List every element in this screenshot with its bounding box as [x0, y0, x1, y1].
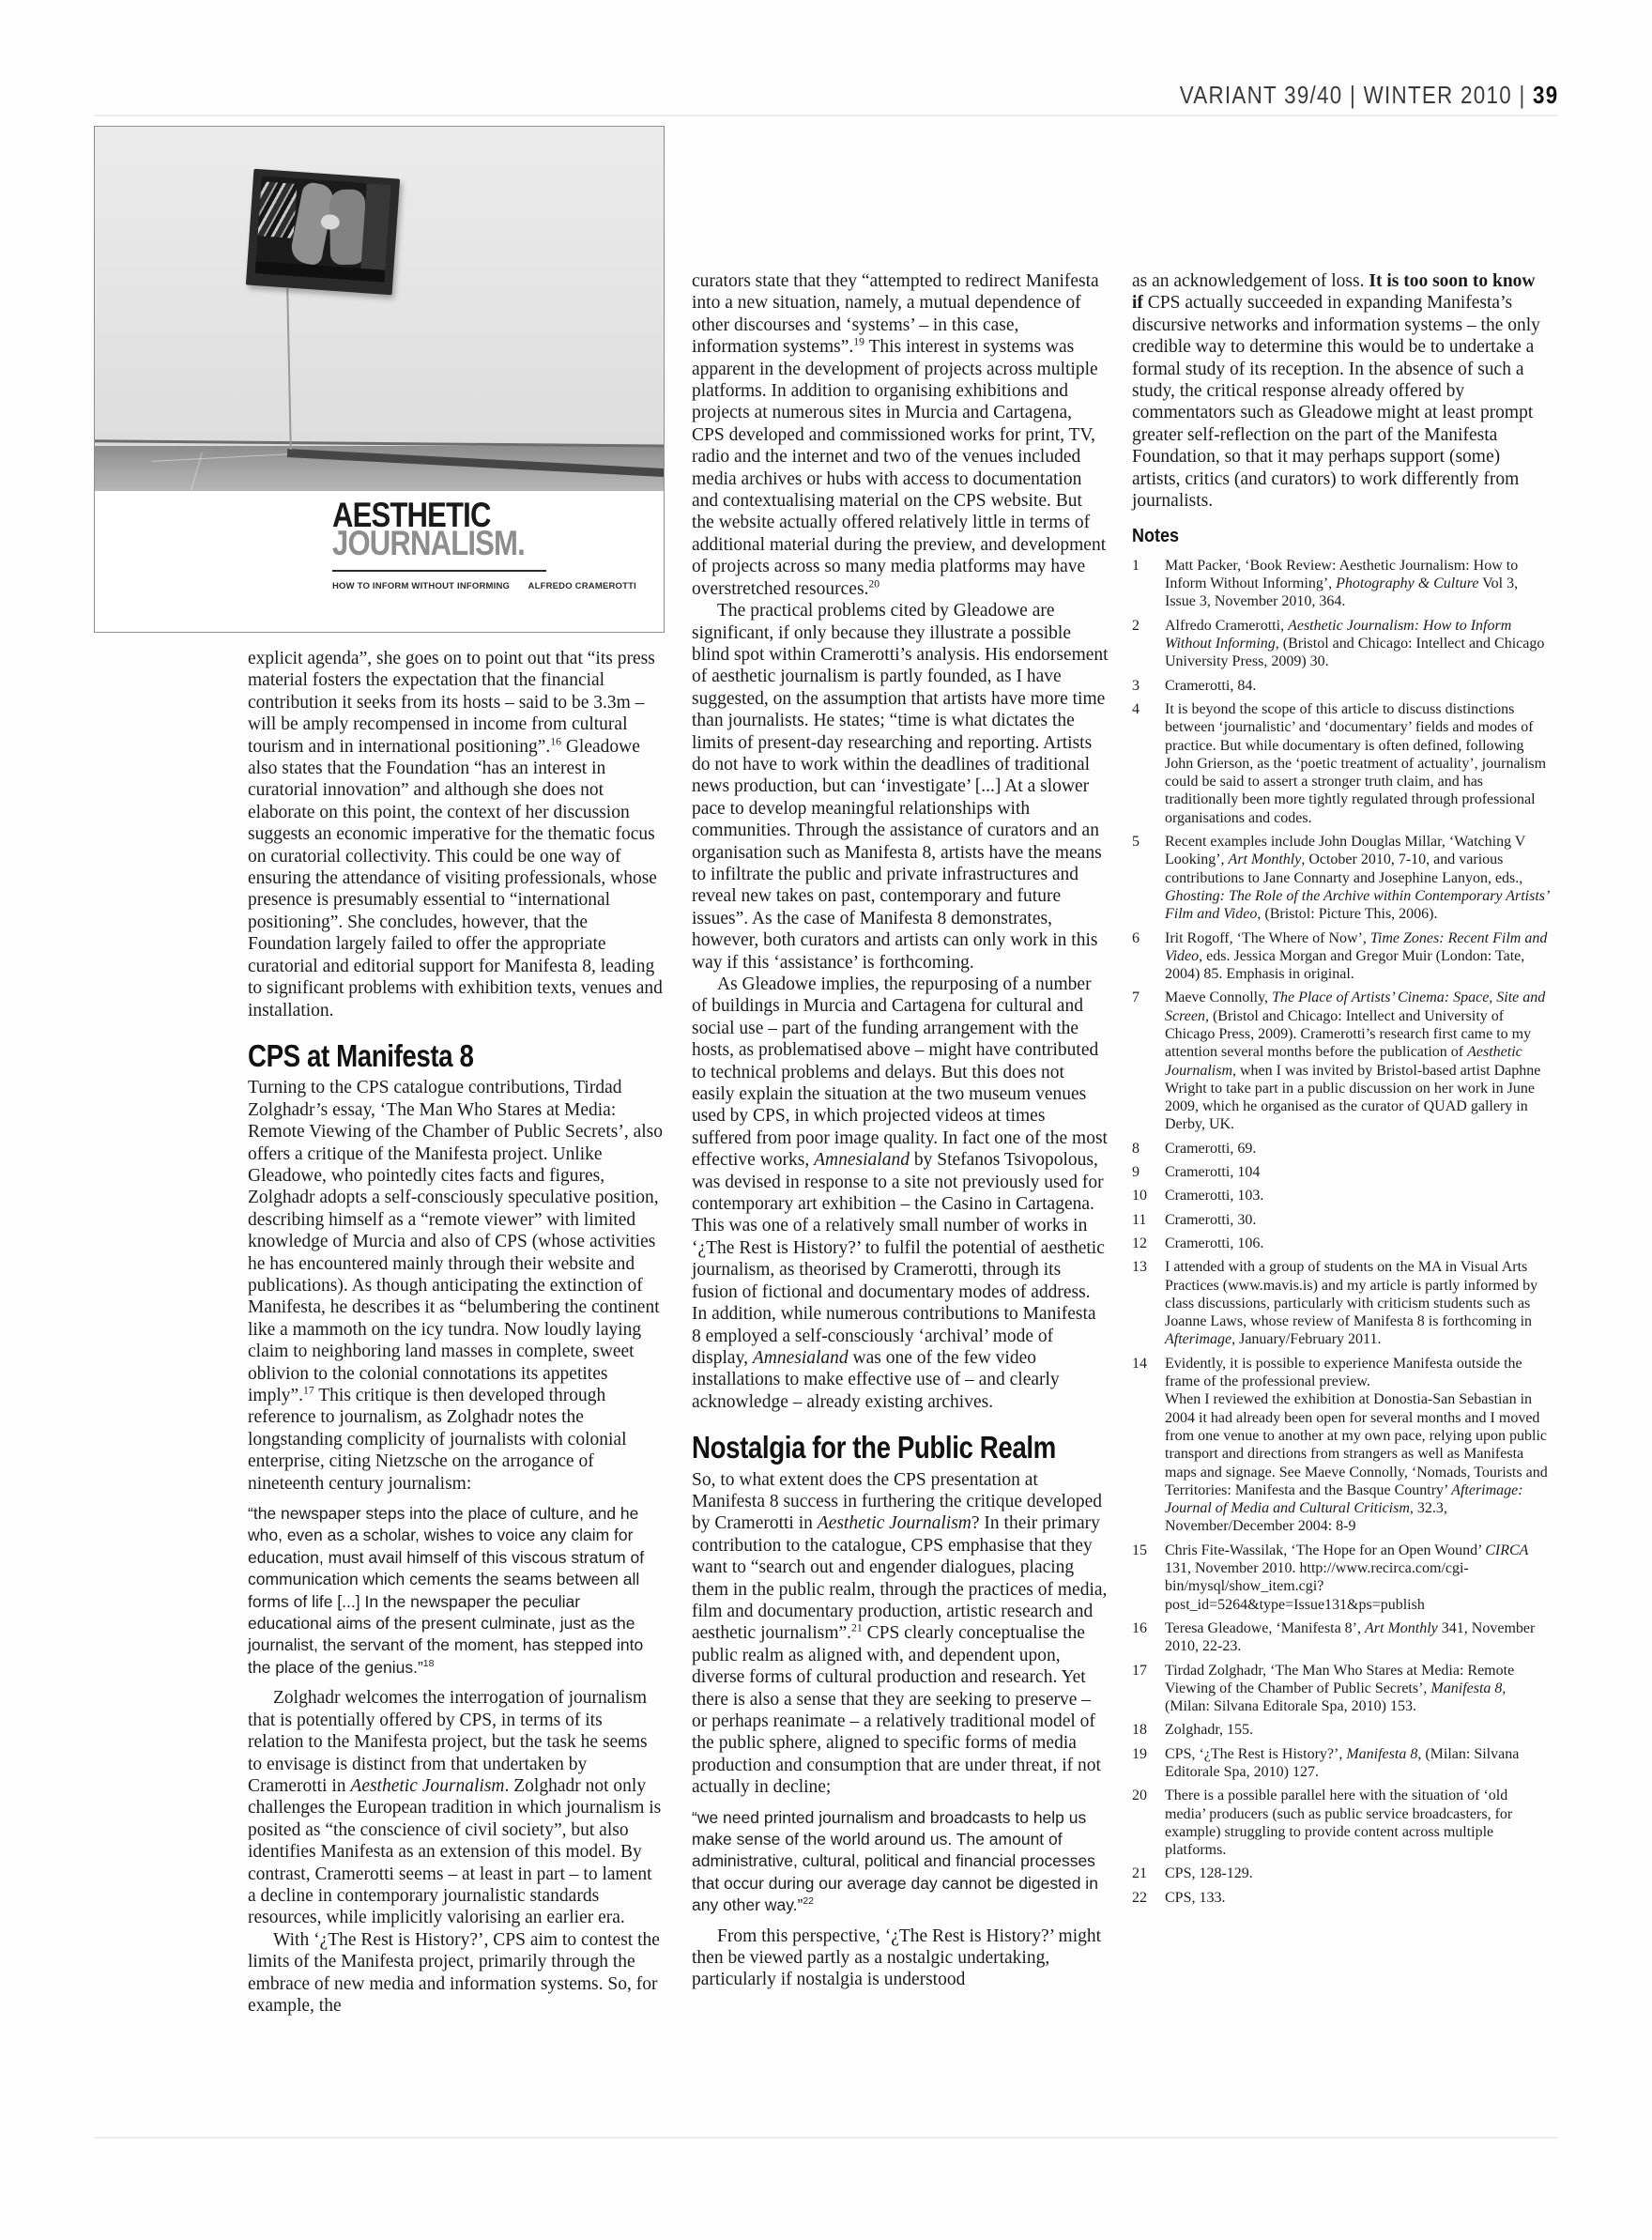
- text-run: Zolghadr welcomes the interrogation of journalism that is potentially offered by CPS, in terms of its relation to the Manifesta project, but the task he seems to envisage is distinct from that undertaken by Cramerotti in: [248, 1688, 648, 1796]
- text-run: I attended with a group of students on the MA in Visual Arts Practices (www.mavis.is) and my article is partly informed by class discussions, particularly with criticism students such as Joanne Laws, whose review of Manifesta 8 is forthcoming in: [1165, 1259, 1538, 1330]
- text-run: , (Bristol and Chicago: Intellect and Chicago University Press, 2009) 30.: [1165, 636, 1545, 670]
- note-number: 8: [1132, 1140, 1140, 1157]
- note-number: 1: [1132, 557, 1140, 574]
- text-run: Manifesta 8: [1430, 1680, 1503, 1696]
- text-run: (Bristol and Chicago: Intellect and University of Chicago Press, 2009). Cramerotti’s research first came to my attention several months before the publication of: [1165, 1007, 1532, 1061]
- note-item: [1132, 700, 1551, 827]
- text-run: eds. Jessica Morgan and Gregor Muir (London: Tate, 2004) 85. Emphasis in original.: [1165, 947, 1525, 983]
- paragraph: [692, 600, 1109, 974]
- text-run: Evidently, it is possible to experience Manifesta outside the frame of the professional preview.: [1165, 1355, 1522, 1390]
- text-run: Time Zones: Recent Film and Video,: [1165, 929, 1548, 964]
- note-number: 21: [1132, 1865, 1147, 1882]
- note-item: [1132, 1163, 1551, 1181]
- note-text: [1165, 929, 1551, 984]
- page-number: 39: [1532, 81, 1558, 109]
- cover-author: ALFREDO CRAMEROTTI: [528, 581, 636, 591]
- masthead-title: VARIANT 39/40 | WINTER 2010 |: [1179, 81, 1533, 109]
- column-right-body: [1132, 270, 1551, 512]
- text-run: Afterimage: [1165, 1331, 1232, 1348]
- text-run: CPS, 133.: [1165, 1889, 1226, 1906]
- text-run: Maeve Connolly,: [1165, 990, 1273, 1006]
- note-item: [1132, 929, 1551, 984]
- note-number: 4: [1132, 700, 1140, 717]
- note-number: 7: [1132, 990, 1140, 1006]
- text-run: CPS, 128-129.: [1165, 1865, 1253, 1882]
- text-run: Amnesialand: [752, 1347, 849, 1368]
- paragraph: [248, 648, 663, 1021]
- block-quote: [692, 1807, 1109, 1917]
- text-run: , October 2010, 7-10, and various contributions to Jane Connarty and Josephine Lanyon, eds.,: [1165, 852, 1523, 886]
- text-run: CPS clearly conceptualise the public realm as aligned with, and dependent upon, diverse forms of cultural production and research. Yet there is also a sense that they are seeking to preserve – or perhaps reanimate – a relatively traditional model of the public sphere, aligned to specific forms of media production and consumption that are under threat, if not actually in decline;: [692, 1623, 1101, 1798]
- cover-subtitle-left: HOW TO INFORM WITHOUT INFORMING: [332, 581, 511, 591]
- wall-mounted-tv: [246, 169, 400, 296]
- note-item: [1132, 1745, 1551, 1782]
- note-item: [1132, 1721, 1551, 1739]
- text-run: curators state that they “attempted to redirect Manifesta into a new situation, namely, a mutual dependence of other discourses and ‘systems’ – in this case, information systems”.: [692, 271, 1099, 358]
- text-run: CPS, ‘¿The Rest is History?’,: [1165, 1745, 1347, 1762]
- text-run: With ‘¿The Rest is History?’, CPS aim to contest the limits of the Manifesta project, primarily through the embrace of new media and information systems. So, for example, the: [248, 1929, 660, 2016]
- text-run: “we need printed journalism and broadcasts to help us make sense of the world around us. The amount of administrative, cultural, political and financial processes that occur during our average day cannot be digested in any other way.”: [692, 1807, 1098, 1915]
- text-run: There is a possible parallel here with the situation of ‘old media’ producers (such as public service broadcasters, for example) struggling to provide content across multiple platforms.: [1165, 1787, 1513, 1859]
- text-run: , 32.3, November/December 2004: 8-9: [1165, 1500, 1447, 1535]
- note-number: 14: [1132, 1355, 1147, 1372]
- paragraph: [692, 1925, 1109, 1991]
- paragraph: [248, 1077, 663, 1495]
- text-run: “the newspaper steps into the place of culture, and he who, even as a scholar, wishes to voice any claim for education, must avail himself of this viscous stratum of communication which cements the seams between all forms of life [...] In the newspaper the peculiar educational aims of the present culminate, just as the journalist, the servant of the moment, has stepped into the place of the genius.”: [248, 1504, 645, 1677]
- note-number: 19: [1132, 1745, 1147, 1762]
- text-run: Alfredo Cramerotti,: [1165, 617, 1289, 634]
- text-run: Manifesta 8: [1346, 1745, 1418, 1762]
- text-run: 341, November 2010, 22-23.: [1165, 1619, 1536, 1655]
- text-run: Chris Fite-Wassilak, ‘The Hope for an Open Wound’: [1165, 1542, 1486, 1558]
- text-run: CIRCA: [1485, 1542, 1529, 1558]
- text-run: It is beyond the scope of this article to discuss distinctions between ‘journalistic’ and ‘documentary’ fields and modes of practice. But while documentary is often defined, following John Grierson, as the ‘poetic treatment of actuality’, journalism could be said to assert a stronger truth claim, and has traditionally been more tightly regulated through professional organisations and codes.: [1165, 700, 1547, 826]
- column-right: [1132, 270, 1551, 1912]
- note-item: [1132, 833, 1551, 923]
- note-text: [1165, 1258, 1551, 1348]
- note-text: [1165, 1889, 1551, 1907]
- note-number: 22: [1132, 1889, 1147, 1906]
- note-item: [1132, 677, 1551, 695]
- text-run: Vol 3, Issue 3, November 2010, 364.: [1165, 575, 1519, 610]
- note-text: [1165, 1619, 1551, 1656]
- notes-list: [1132, 557, 1551, 1907]
- text-run: Aesthetic Journalism: How to Inform Without Informing: [1165, 617, 1512, 652]
- footnote-ref: 20: [868, 577, 880, 591]
- column-middle: [692, 270, 1109, 1991]
- note-number: 3: [1132, 677, 1140, 694]
- text-run: Afterimage: Journal of Media and Cultural Criticism: [1165, 1481, 1523, 1517]
- text-run: Cramerotti, 84.: [1165, 677, 1257, 694]
- masthead: [1179, 81, 1558, 110]
- text-run: Matt Packer, ‘Book Review: Aesthetic Journalism: How to Inform Without Informing’,: [1165, 557, 1519, 592]
- text-run: Photography & Culture: [1336, 575, 1479, 592]
- text-run: Cramerotti, 69.: [1165, 1140, 1257, 1157]
- note-text: [1165, 557, 1551, 611]
- cover-rule: [332, 570, 546, 572]
- text-run: Irit Rogoff, ‘The Where of Now’,: [1165, 929, 1370, 946]
- note-text: [1165, 1721, 1551, 1739]
- section-heading: Nostalgia for the Public Realm: [692, 1430, 1056, 1465]
- text-run: Aesthetic Journalism: [350, 1775, 505, 1796]
- note-text: [1165, 1662, 1551, 1716]
- note-item: [1132, 617, 1551, 671]
- paragraph: [692, 270, 1109, 600]
- text-run: , (Milan: Silvana Editorale Spa, 2010) 153.: [1165, 1680, 1507, 1715]
- paragraph: [248, 1929, 663, 2018]
- paragraph: [248, 1687, 663, 1928]
- note-text: [1165, 1864, 1551, 1882]
- text-run: Art Monthly: [1228, 852, 1302, 868]
- text-run: Turning to the CPS catalogue contributions, Tirdad Zolghadr’s essay, ‘The Man Who Stares at Media: Remote Viewing of the Chamber of Public Secrets’, also offers a critique of the Manifesta project. Unlike Gleadowe, who pointedly cites facts and figures, Zolghadr adopts a self-consciously speculative position, describing himself as a “remote viewer” with limited knowledge of Murcia and also of CPS (whose activities he has encountered mainly through their website and publications). As though anticipating the extinction of Manifesta, he describes it as “belumbering the continent like a mammoth on the icy tundra. Now loudly laying claim to neighboring land masses in complete, sweet oblivion to the colonial connotations its appetites imply”.: [248, 1078, 663, 1405]
- note-item: [1132, 1355, 1551, 1536]
- text-run: as an acknowledgement of loss.: [1132, 271, 1369, 291]
- text-run: Cramerotti, 103.: [1165, 1188, 1264, 1204]
- note-number: 10: [1132, 1188, 1147, 1204]
- note-text: [1165, 1355, 1551, 1536]
- note-text: [1165, 989, 1551, 1133]
- text-run: This interest in systems was apparent in the development of projects across multiple platforms. In addition to organising exhibitions and projects at numerous sites in Murcia and Cartagena, CPS developed and commissioned works for print, TV, radio and the internet and two of the venues included media archives or hubs with access to documentation and contextualising material on the CPS website. But the website actually offered relatively little in terms of additional material during the preview, and development of projects across so many media platforms may have overstretched resources.: [692, 337, 1107, 599]
- note-item: [1132, 557, 1551, 611]
- book-cover-figure: [94, 126, 665, 633]
- footnote-ref: 17: [303, 1384, 314, 1397]
- section-heading: CPS at Manifesta 8: [248, 1037, 474, 1073]
- text-run: Aesthetic Journalism: [1165, 1044, 1522, 1079]
- text-run: Zolghadr, 155.: [1165, 1722, 1254, 1739]
- note-item: [1132, 989, 1551, 1133]
- text-run: was one of the few video installations to make effective use of – and clearly acknowledge – already existing archives.: [692, 1347, 1060, 1412]
- text-run: Ghosting: The Role of the Archive within Contemporary Artists’ Film and Video: [1165, 887, 1549, 923]
- text-run: Cramerotti, 104: [1165, 1164, 1261, 1181]
- text-run: Aesthetic Journalism: [817, 1513, 971, 1534]
- note-item: [1132, 1235, 1551, 1252]
- tv-cable: [286, 288, 292, 450]
- note-text: [1165, 1745, 1551, 1782]
- text-run: , (Milan: Silvana Editorale Spa, 2010) 127.: [1165, 1745, 1520, 1780]
- cover-title: [332, 496, 525, 562]
- block-quote: [248, 1503, 663, 1679]
- note-number: 15: [1132, 1542, 1147, 1558]
- note-text: [1165, 677, 1551, 695]
- text-run: 131, November 2010. http://www.recirca.com/cgi-bin/mysql/show_item.cgi?post_id=5264&type=Issue131&ps=publish: [1165, 1560, 1469, 1613]
- note-text: [1165, 833, 1551, 923]
- cover-subtitle: [332, 581, 636, 591]
- note-text: [1165, 1140, 1551, 1158]
- note-item: [1132, 1619, 1551, 1656]
- text-run: Amnesialand: [814, 1150, 910, 1171]
- notes-heading: Notes: [1132, 526, 1180, 547]
- note-text: [1165, 1787, 1551, 1859]
- note-item: [1132, 1258, 1551, 1348]
- text-run: This critique is then developed through reference to journalism, as Zolghadr notes the longstanding complicity of journalists with colonial enterprise, citing Nietzsche on the arrogance of nineteenth century journalism:: [248, 1386, 627, 1494]
- gallery-photo: [95, 127, 664, 491]
- text-run: From this perspective, ‘¿The Rest is History?’ might then be viewed partly as a nostalgic undertaking, particularly if nostalgia is understood: [692, 1925, 1102, 1990]
- text-run: , when I was invited by Bristol-based artist Daphne Wright to take part in a public discussion on her work in June 2009, which he organised as the curator of QUAD gallery in Derby, UK.: [1165, 1062, 1541, 1133]
- note-item: [1132, 1211, 1551, 1229]
- note-item: [1132, 1187, 1551, 1204]
- text-run: explicit agenda”, she goes on to point out that “its press material fosters the expectation that the financial contribution it seeks from its hosts – said to be 3.3m – will be amply recompensed in income from cultural tourism and in international positioning”.: [248, 649, 655, 757]
- text-run: CPS actually succeeded in expanding Manifesta’s discursive networks and information systems – the only credible way to determine this would be to undertake a formal study of its reception. In the absence of such a study, the critical response already offered by commentators such as Gleadowe might at least prompt greater self-reflection on the part of the Manifesta Foundation, so that it may perhaps support (some) artists, critics (and curators) to work differently from journalists.: [1132, 293, 1540, 512]
- note-number: 18: [1132, 1722, 1147, 1739]
- note-text: [1165, 1235, 1551, 1252]
- note-text: [1165, 1163, 1551, 1181]
- note-number: 16: [1132, 1619, 1147, 1636]
- note-item: [1132, 1662, 1551, 1716]
- cover-title-line1: AESTHETIC: [332, 496, 491, 534]
- footnote-ref: 22: [803, 1895, 815, 1908]
- note-text: [1165, 617, 1551, 671]
- footer-rule: [94, 2137, 1558, 2139]
- screen-light-streaks: [258, 181, 298, 238]
- note-text: [1165, 700, 1551, 827]
- text-run: The practical problems cited by Gleadowe are significant, if only because they illustrate a possible blind spot within Cramerotti’s analysis. His endorsement of aesthetic journalism is partly founded, as I have suggested, on the assumption that artists have more time than journalists. He states; “time is what dictates the limits of present-day researching and reporting. Artists do not have to work within the deadlines of traditional news production, but can ‘investigate’ [...] At a slower pace to develop meaningful relationships with communities. Through the assistance of curators and an organisation such as Manifesta 8, artists have the means to infiltrate the public and private infrastructures and reveal new takes on past, contemporary and future issues”. As the case of Manifesta 8 demonstrates, however, both curators and artists can only work in this way if this ‘assistance’ is forthcoming.: [692, 601, 1109, 973]
- column-left: [248, 648, 663, 2017]
- text-run: So, to what extent does the CPS presentation at Manifesta 8 success in furthering the critique developed by Cramerotti in: [692, 1469, 1102, 1534]
- paragraph: [692, 974, 1109, 1413]
- tv-screen-image: [255, 176, 391, 282]
- note-number: 12: [1132, 1235, 1147, 1251]
- note-number: 20: [1132, 1787, 1147, 1804]
- footnote-ref: 19: [853, 335, 864, 348]
- note-number: 17: [1132, 1662, 1147, 1679]
- text-run: ? In their primary contribution to the catalogue, CPS emphasise that they want to “search out and engender dialogues, placing them in the public realm, through the practices of media, film and documentary production, artistic research and aesthetic journalism”.: [692, 1513, 1108, 1644]
- note-text: [1165, 1211, 1551, 1229]
- paragraph: [1132, 270, 1551, 512]
- text-run: , January/February 2011.: [1231, 1331, 1382, 1348]
- note-number: 9: [1132, 1164, 1140, 1181]
- text-run: Cramerotti, 106.: [1165, 1235, 1264, 1251]
- text-run: Tirdad Zolghadr, ‘The Man Who Stares at Media: Remote Viewing of the Chamber of Public Secrets’,: [1165, 1662, 1515, 1696]
- text-run: When I reviewed the exhibition at Donostia-San Sebastian in 2004 it had already been open for several months and I moved from one venue to another at my own pace, relying upon public transport and directions from strangers as well as Manifesta maps and signage. See Maeve Connolly, ‘Nomads, Tourists and Territories: Manifesta and the Basque Country’: [1165, 1391, 1548, 1498]
- note-number: 13: [1132, 1259, 1147, 1276]
- text-run: Art Monthly: [1365, 1619, 1438, 1636]
- note-text: [1165, 1187, 1551, 1204]
- footnote-ref: 18: [422, 1658, 435, 1670]
- text-run: Recent examples include John Douglas Millar, ‘Watching V Looking’,: [1165, 834, 1526, 868]
- text-run: Cramerotti, 30.: [1165, 1211, 1257, 1228]
- text-run: As Gleadowe implies, the repurposing of a number of buildings in Murcia and Cartagena for cultural and social use – part of the funding arrangement with the hosts, as problematised above – might have contributed to technical problems and delays. But this does not easily explain the situation at the two museum venues used by CPS, in which projected videos at times suffered from poor image quality. In fact one of the most effective works,: [692, 974, 1108, 1171]
- cover-title-line2: JOURNALISM.: [332, 524, 525, 562]
- text-run: . Zolghadr not only challenges the European tradition in which journalism is posited as “the conscience of civil society”, but also identifies Manifesta as an extension of this model. By contrast, Cramerotti seems – at least in part – to lament a decline in contemporary journalistic standards resources, while implicitly valorising an earlier era.: [248, 1775, 662, 1928]
- note-item: [1132, 1140, 1551, 1158]
- text-run: Gleadowe also states that the Foundation “has an interest in curatorial innovation” and although she does not elaborate on this point, the context of her discussion suggests an economic imperative for the thematic focus on curatorial collectivity. This could be one way of ensuring the attendance of visiting professionals, whose presence is presumably essential to “international positioning”. She concludes, however, that the Foundation largely failed to offer the appropriate curatorial and editorial support for Manifesta 8, leading to significant problems with exhibition texts, venues and installation.: [248, 736, 663, 1020]
- footnote-ref: 16: [550, 735, 561, 748]
- text-run: , (Bristol: Picture This, 2006).: [1257, 906, 1438, 923]
- text-run: by Stefanos Tsivopolous, was devised in response to a site not previously used for contemporary art exhibition – the Casino in Cartagena. This was one of a relatively small number of works in ‘¿The Rest is History?’ to fulfil the potential of aesthetic journalism, as theorised by Cramerotti, through its fusion of fictional and documentary modes of address. In addition, while numerous contributions to Manifesta 8 employed a self-consciously ‘archival’ mode of display,: [692, 1150, 1105, 1368]
- note-number: 5: [1132, 834, 1140, 851]
- note-item: [1132, 1864, 1551, 1882]
- text-run: The Place of Artists’ Cinema: Space, Site and Screen,: [1165, 990, 1546, 1024]
- note-item: [1132, 1889, 1551, 1907]
- note-text: [1165, 1542, 1551, 1614]
- header-rule: [94, 115, 1558, 116]
- note-item: [1132, 1542, 1551, 1614]
- footnote-ref: 21: [851, 1621, 863, 1634]
- paragraph: [692, 1469, 1109, 1799]
- text-run: It is too soon to know if: [1132, 271, 1536, 314]
- note-number: 11: [1132, 1211, 1147, 1228]
- note-number: 2: [1132, 617, 1140, 634]
- note-item: [1132, 1787, 1551, 1859]
- text-run: Teresa Gleadowe, ‘Manifesta 8’,: [1165, 1619, 1366, 1636]
- note-number: 6: [1132, 929, 1140, 946]
